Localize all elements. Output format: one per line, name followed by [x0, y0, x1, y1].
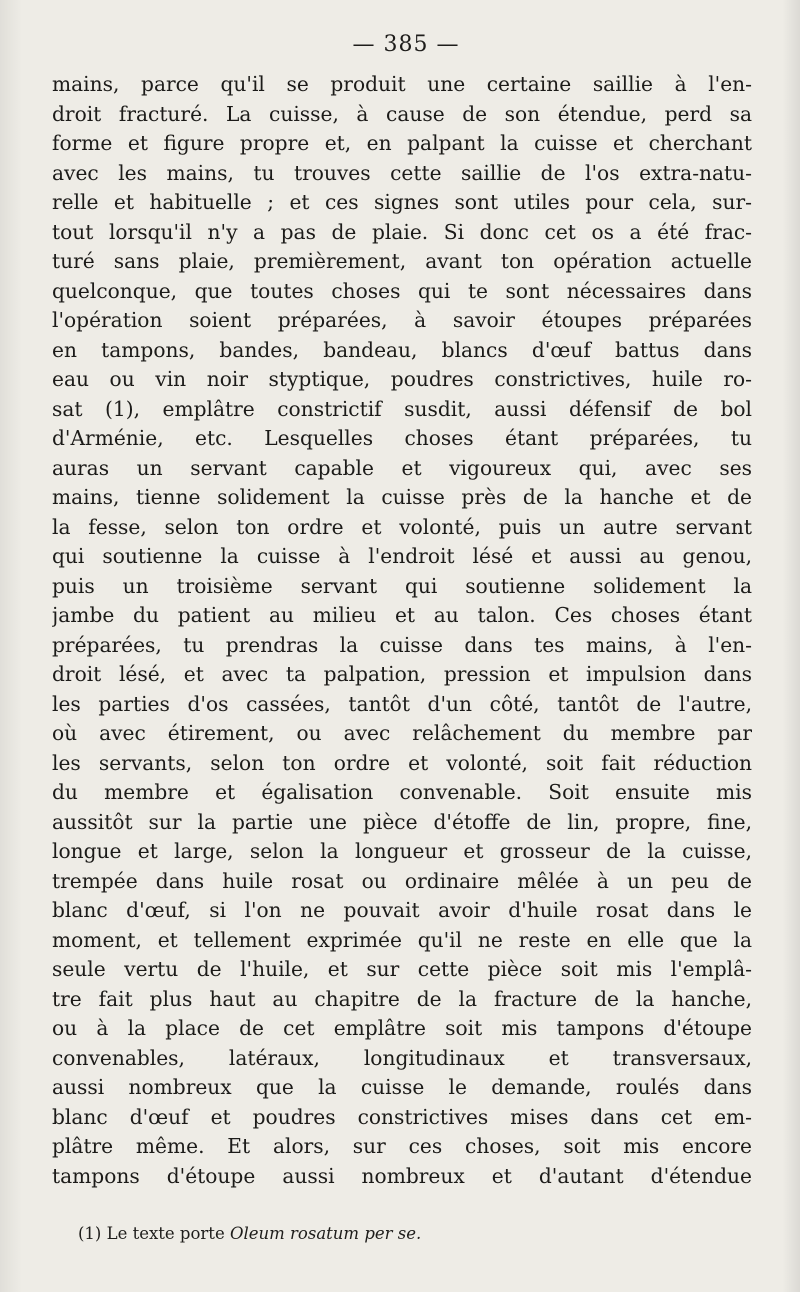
text-line: quelconque, que toutes choses qui te sont nécessaires dans [52, 278, 752, 303]
page-shadow-right [782, 0, 800, 1292]
text-line: d'Arménie, etc. Lesquelles choses étant préparées, tu [52, 426, 752, 450]
footnote-italic-text: Oleum rosatum per se. [229, 1224, 422, 1243]
text-line: jambe du patient au milieu et au talon. Ces choses étant [52, 603, 752, 627]
text-line: aussitôt sur la partie une pièce d'étoffe de lin, propre, fine, [52, 809, 752, 834]
text-line: tout lorsqu'il n'y a pas de plaie. Si donc cet os a été frac- [52, 219, 752, 244]
text-line: longue et large, selon la longueur et grosseur de la cuisse, [52, 839, 752, 863]
text-line: blanc d'œuf, si l'on ne pouvait avoir d'huile rosat dans le [52, 898, 752, 922]
text-line: tampons d'étoupe aussi nombreux et d'autant d'étendue [52, 1163, 752, 1188]
text-line: droit fracturé. La cuisse, à cause de son étendue, perd sa [52, 101, 752, 126]
text-line: relle et habituelle ; et ces signes sont utiles pour cela, sur- [52, 190, 752, 214]
body-text [52, 70, 752, 1191]
text-line: turé sans plaie, premièrement, avant ton opération actuelle [52, 249, 752, 273]
footnote [78, 1224, 421, 1243]
text-line: forme et figure propre et, en palpant la cuisse et cherchant [52, 131, 752, 155]
text-line: où avec étirement, ou avec relâchement du membre par [52, 721, 752, 745]
text-line: préparées, tu prendras la cuisse dans tes mains, à l'en- [52, 632, 752, 657]
page-number: — 385 — [352, 32, 460, 57]
text-line: en tampons, bandes, bandeau, blancs d'œuf battus dans [52, 337, 752, 362]
text-line: auras un servant capable et vigoureux qui, avec ses [52, 455, 752, 480]
text-line: du membre et égalisation convenable. Soit ensuite mis [52, 780, 752, 804]
text-line: avec les mains, tu trouves cette saillie de l'os extra-natu- [52, 160, 752, 185]
text-line: mains, tienne solidement la cuisse près de la hanche et de [52, 485, 752, 509]
text-line: droit lésé, et avec ta palpation, pression et impulsion dans [52, 662, 752, 686]
text-line: sat (1), emplâtre constrictif susdit, aussi défensif de bol [52, 396, 752, 421]
text-line: tre fait plus haut au chapitre de la fracture de la hanche, [52, 986, 752, 1011]
text-line: qui soutienne la cuisse à l'endroit lésé et aussi au genou, [52, 544, 752, 568]
text-line: plâtre même. Et alors, sur ces choses, soit mis encore [52, 1134, 752, 1158]
text-line: blanc d'œuf et poudres constrictives mises dans cet em- [52, 1104, 752, 1129]
text-line: aussi nombreux que la cuisse le demande, roulés dans [52, 1075, 752, 1099]
page-shadow-left [0, 0, 22, 1292]
text-line: mains, parce qu'il se produit une certaine saillie à l'en- [52, 72, 752, 96]
text-line: les parties d'os cassées, tantôt d'un côté, tantôt de l'autre, [52, 691, 752, 716]
footnote-text: (1) Le texte porte [78, 1224, 230, 1243]
text-line: seule vertu de l'huile, et sur cette pièce soit mis l'emplâ- [52, 957, 752, 981]
text-line: les servants, selon ton ordre et volonté, soit fait réduction [52, 750, 752, 775]
text-line: la fesse, selon ton ordre et volonté, puis un autre servant [52, 514, 752, 539]
text-line: eau ou vin noir styptique, poudres constrictives, huile ro- [52, 367, 752, 391]
text-line: convenables, latéraux, longitudinaux et transversaux, [52, 1045, 752, 1070]
text-line: l'opération soient préparées, à savoir étoupes préparées [52, 308, 752, 332]
text-line: trempée dans huile rosat ou ordinaire mêlée à un peu de [52, 868, 752, 893]
text-line: puis un troisième servant qui soutienne solidement la [52, 573, 752, 598]
text-line: moment, et tellement exprimée qu'il ne reste en elle que la [52, 927, 752, 952]
text-line: ou à la place de cet emplâtre soit mis tampons d'étoupe [52, 1016, 752, 1040]
